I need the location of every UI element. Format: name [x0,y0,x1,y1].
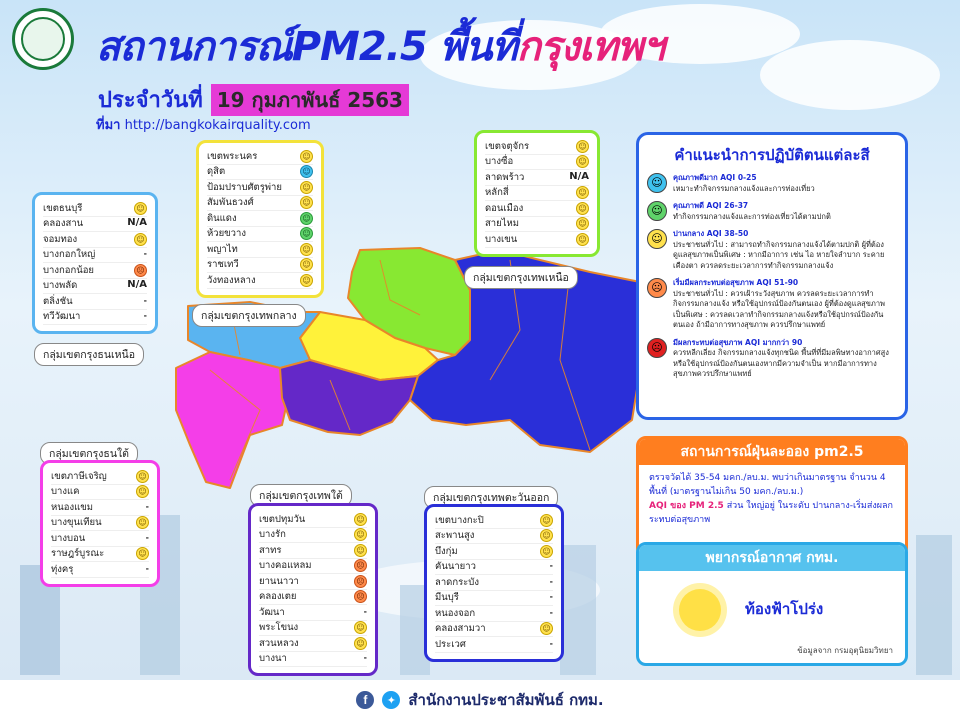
district-status: - [549,607,553,617]
advice-level: คุณภาพดีมาก AQI 0-25 [673,173,757,182]
weather-condition: ท้องฟ้าโปร่ง [745,600,824,618]
source-label: ที่มา [96,118,121,133]
district-name: จอมทอง [43,233,78,245]
advice-item [647,338,897,380]
district-row [485,201,589,217]
advice-description: ประชาชนทั่วไป : สามารถทำกิจกรรมกลางแจ้งได้ตามปกติ ผู้ที่ต้องดูแลสุขภาพเป็นพิเศษ : หากมีอาการ เช่น ไอ หายใจลำบาก ระคายเคืองตา ควรลดระยะเวลาการทำกิจกรรมกลางแจ้ง [673,239,885,270]
district-name: เขตพระนคร [207,150,258,162]
sad-face-icon: ☹ [647,278,667,298]
page-title [96,14,664,78]
neutral-face-icon: ☺ [540,529,553,542]
neutral-face-icon: ☺ [647,229,667,249]
district-name: วัฒนา [259,606,285,618]
advice-level: ปานกลาง AQI 38-50 [673,229,749,238]
neutral-face-icon: ☺ [354,621,367,634]
facebook-icon[interactable]: f [356,691,374,709]
angry-face-icon: ☹ [647,338,667,358]
district-name: บางซื่อ [485,156,514,168]
neutral-face-icon: ☺ [354,528,367,541]
neutral-face-icon: ☺ [300,243,313,256]
advice-title: คำแนะนำการปฏิบัติตนแต่ละสี [674,146,870,164]
title-highlight: กรุงเทพฯ [516,24,664,70]
advice-text [673,338,897,380]
district-name: บางนา [259,653,287,665]
neutral-face-icon: ☺ [136,470,149,483]
district-name: สาทร [259,544,282,556]
district-row [51,469,149,485]
district-row [43,279,147,295]
district-status: - [145,501,149,511]
district-row [435,637,553,653]
district-name: สายไหม [485,218,520,230]
sad-face-icon: ☹ [354,575,367,588]
neutral-face-icon: ☺ [300,150,313,163]
neutral-face-icon: ☺ [576,155,589,168]
neutral-face-icon: ☺ [136,547,149,560]
advice-description: ประชาชนทั่วไป : ควรเฝ้าระวังสุขภาพ ควรลดระยะเวลาการทำกิจกรรมกลางแจ้ง หรือใช้อุปกรณ์ป้องกันตนเอง ผู้ที่ต้องดูแลสุขภาพเป็นพิเศษ : ควรลดเวลาทำกิจกรรมกลางแจ้งหรือใช้อุปกรณ์ป้องกันตนเอง ถ้ามีอาการทางสุขภาพ ควรปรึกษาแพทย์ [673,288,885,329]
neutral-face-icon: ☺ [576,202,589,215]
district-row [43,201,147,217]
district-row [259,652,367,668]
district-name: สัมพันธวงศ์ [207,197,254,209]
district-row [43,310,147,326]
district-name: เขตธนบุรี [43,202,83,214]
neutral-face-icon: ☺ [300,181,313,194]
district-row [259,543,367,559]
district-row [207,227,313,243]
district-row [485,139,589,155]
district-name: บางคอแหลม [259,560,312,572]
district-row [207,242,313,258]
district-name: ดอนเมือง [485,202,524,214]
district-status: N/A [569,170,589,182]
district-name: ห้วยขวาง [207,228,246,240]
sad-face-icon: ☹ [134,264,147,277]
advice-item [647,201,897,222]
date-value: 19 กุมภาพันธ์ 2563 [211,84,409,116]
sad-face-icon: ☹ [354,590,367,603]
district-row [435,529,553,545]
neutral-face-icon: ☺ [300,196,313,209]
situation-aqi-label: AQI ของ PM 2.5 [649,501,724,511]
twitter-icon[interactable]: ✦ [382,691,400,709]
group-label-thonburi-south: กลุ่มเขตกรุงธนใต้ [40,442,138,465]
district-name: มีนบุรี [435,592,459,604]
advice-item [647,278,897,331]
advice-level: มีผลกระทบต่อสุขภาพ AQI มากกว่า 90 [673,337,803,347]
district-row [259,636,367,652]
district-row [43,294,147,310]
neutral-face-icon: ☺ [576,233,589,246]
district-name: ราชเทวี [207,259,239,271]
advice-description: ทำกิจกรรมกลางแจ้งและการท่องเที่ยวได้ตามปกติ [673,211,831,221]
district-name: ประเวศ [435,638,466,650]
advice-level: เริ่มมีผลกระทบต่อสุขภาพ AQI 51-90 [673,278,799,287]
district-name: ทุ่งครุ [51,563,74,575]
district-row [207,180,313,196]
district-status: - [549,592,553,602]
district-row [43,232,147,248]
district-name: บางเขน [485,233,518,245]
advice-level: คุณภาพดี AQI 26-37 [673,201,749,210]
advice-description: เหมาะทำกิจกรรมกลางแจ้งและการท่องเที่ยว [673,183,815,193]
footer-text: สำนักงานประชาสัมพันธ์ กทม. [408,691,604,709]
district-row [435,622,553,638]
date-label: ประจำวันที่ [98,88,203,113]
advice-text [673,229,897,271]
panel-thonburi-north [32,192,158,334]
district-name: คันนายาว [435,561,476,573]
neutral-face-icon: ☺ [136,516,149,529]
district-name: ยานนาวา [259,575,299,587]
neutral-face-icon: ☺ [540,545,553,558]
group-label-center: กลุ่มเขตกรุงเทพกลาง [192,304,306,327]
zone-thonburi-south [176,352,288,488]
situation-panel [636,436,908,558]
district-row [207,165,313,181]
neutral-face-icon: ☺ [540,514,553,527]
district-row [485,170,589,186]
neutral-face-icon: ☺ [136,485,149,498]
panel-south [248,503,378,676]
district-name: บางแค [51,486,80,498]
district-name: บางรัก [259,529,286,541]
district-row [435,606,553,622]
district-name: หลักสี่ [485,187,509,199]
district-name: ดุสิต [207,166,226,178]
advice-description: ควรหลีกเลี่ยง กิจกรรมกลางแจ้งทุกชนิด พื้นที่ที่มีมลพิษทางอากาศสูงหรือใช้อุปกรณ์ป้องกันตนเองหากมีความจำเป็น หากมีอาการทางสุขภาพควรปรึกษาแพทย์ [673,348,889,378]
group-label-south: กลุ่มเขตกรุงเทพใต้ [250,484,352,507]
neutral-face-icon: ☺ [540,622,553,635]
group-label-thonburi-north: กลุ่มเขตกรุงธนเหนือ [34,343,144,366]
advice-text [673,173,815,194]
neutral-face-icon: ☺ [134,233,147,246]
title-prefix: สถานการณ์PM2.5 พื้นที่ [96,24,517,70]
district-row [485,155,589,171]
date-row [98,82,409,117]
bma-emblem [21,17,65,61]
district-row [51,485,149,501]
district-name: ตลิ่งชัน [43,295,73,307]
district-row [207,149,313,165]
district-name: ลาดกระบัง [435,576,479,588]
district-row [259,574,367,590]
district-row [259,528,367,544]
district-status: - [549,561,553,571]
district-row [259,621,367,637]
source-url[interactable]: http://bangkokairquality.com [124,118,311,133]
district-status: - [143,249,147,259]
advice-list [647,173,897,380]
cloud [760,40,940,110]
advice-text [673,278,897,331]
situation-line2-text: ส่วน ใหญ่อยู่ ในระดับ ปานกลาง-เริ่มส่งผลกระทบต่อสุขภาพ [649,501,893,525]
district-name: คลองเตย [259,591,297,603]
panel-center [196,140,324,298]
district-status: - [145,532,149,542]
district-name: เขตภาษีเจริญ [51,470,107,482]
district-row [207,211,313,227]
happy-face-icon: ☺ [647,173,667,193]
group-label-north: กลุ่มเขตกรุงเทพเหนือ [464,266,578,289]
district-status: - [549,576,553,586]
district-name: หนองจอก [435,607,476,619]
neutral-face-icon: ☺ [300,274,313,287]
district-name: พระโขนง [259,622,299,634]
district-row [51,516,149,532]
neutral-face-icon: ☺ [576,217,589,230]
district-row [51,531,149,547]
sun-icon [679,589,721,631]
district-row [43,248,147,264]
neutral-face-icon: ☺ [576,140,589,153]
district-name: ทวีวัฒนา [43,311,81,323]
neutral-face-icon: ☺ [134,202,147,215]
bma-logo [12,8,74,70]
district-name: หนองแขม [51,501,93,513]
district-row [207,258,313,274]
district-row [43,217,147,233]
district-row [207,273,313,289]
district-row [51,562,149,578]
district-name: วังทองหลาง [207,274,256,286]
situation-title: สถานการณ์ฝุ่นละออง pm2.5 [639,439,905,465]
district-row [435,544,553,560]
source-line [96,114,311,135]
district-name: ดินแดง [207,212,237,224]
district-status: N/A [127,279,147,291]
district-name: ป้อมปราบศัตรูพ่าย [207,181,282,193]
district-row [435,575,553,591]
panel-north [474,130,600,257]
district-name: สะพานสูง [435,530,475,542]
advice-item [647,229,897,271]
situation-line2 [649,499,895,527]
district-name: บางกอกน้อย [43,264,94,276]
district-status: N/A [127,217,147,229]
neutral-face-icon: ☺ [354,513,367,526]
neutral-face-icon: ☺ [300,258,313,271]
advice-item [647,173,897,194]
district-row [485,217,589,233]
district-row [259,559,367,575]
group-label-east: กลุ่มเขตกรุงเทพตะวันออก [424,486,558,509]
weather-panel [636,542,908,666]
district-name: บึงกุ่ม [435,545,458,557]
advice-text [673,201,831,222]
smile-face-icon: ☺ [647,201,667,221]
district-row [485,186,589,202]
weather-title: พยากรณ์อากาศ กทม. [639,545,905,571]
neutral-face-icon: ☺ [354,544,367,557]
city-building [560,545,596,675]
district-name: พญาไท [207,243,238,255]
smile-face-icon: ☺ [300,212,313,225]
weather-source: ข้อมูลจาก กรมอุตุนิยมวิทยา [797,646,893,655]
district-row [259,512,367,528]
panel-thonburi-south [40,460,160,587]
district-status: - [143,295,147,305]
district-row [435,560,553,576]
district-status: - [363,606,367,616]
district-row [485,232,589,248]
district-name: คลองสาน [43,218,84,230]
district-name: เขตปทุมวัน [259,513,306,525]
district-name: สวนหลวง [259,637,299,649]
panel-east [424,504,564,662]
district-status: - [363,653,367,663]
sad-face-icon: ☹ [354,559,367,572]
district-row [259,590,367,606]
district-name: เขตจตุจักร [485,140,530,152]
neutral-face-icon: ☺ [354,637,367,650]
district-row [51,500,149,516]
smile-face-icon: ☺ [300,227,313,240]
district-status: - [145,563,149,573]
district-row [51,547,149,563]
district-row [435,591,553,607]
district-row [43,263,147,279]
happy-face-icon: ☺ [300,165,313,178]
district-name: บางกอกใหญ่ [43,249,96,261]
district-name: บางพลัด [43,280,78,292]
city-building [916,535,952,675]
advice-panel [636,132,908,420]
district-name: เขตบางกะปิ [435,514,484,526]
district-row [207,196,313,212]
footer [0,680,960,720]
district-status: - [549,638,553,648]
district-name: ลาดพร้าว [485,171,525,183]
situation-body [639,465,905,533]
district-name: ราษฎร์บูรณะ [51,548,105,560]
district-row [259,605,367,621]
district-name: คลองสามวา [435,623,486,635]
district-name: บางขุนเทียน [51,517,102,529]
district-row [435,513,553,529]
district-status: - [143,311,147,321]
district-name: บางบอน [51,532,86,544]
situation-line1: ตรวจวัดได้ 35-54 มคก./ลบ.ม. พบว่าเกินมาตรฐาน จำนวน 4 พื้นที่ (มาตรฐานไม่เกิน 50 มคก./ลบ.ม.) [649,473,886,497]
neutral-face-icon: ☺ [576,186,589,199]
